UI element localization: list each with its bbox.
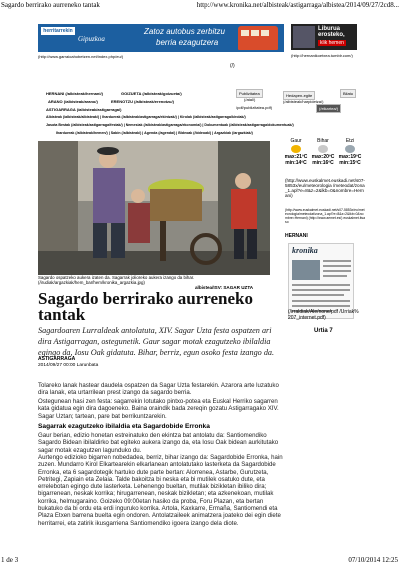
nav-subsection-row1[interactable]: Albisteak (/albisteak/albisteak/) | Iharduerak (/albisteak/astigarraga/ekintzak/) | Kirolak (/albisteak/astigarraga/kirolak/) xyxy=(46,115,246,119)
book-ad-line1: Liburua xyxy=(318,26,340,32)
advertising-link[interactable]: Publizitatea xyxy=(236,89,263,98)
print-footer xyxy=(0,556,400,566)
article-headline: Sagardo berrirako aurreneko tantak xyxy=(38,289,254,324)
book-cover-image xyxy=(293,26,315,48)
article-paragraph-2: Ostegunean hasi zen festa: sagarrekin lotutako pintxo-potea eta Euskal Herriko sagarren kata gidatua egin dira dagoeneko. Baina oraindik bada zereqin gozatu Astigarragako XIV. Sagar Uztan; tartean, pare bat berrikuntzarekin. xyxy=(38,398,279,420)
photo-credit: albistea/ISV: SAGAR UZTA xyxy=(195,285,254,290)
article-paragraph-4: Aurtengo edizioko bigarren nobedadea, berriz, bihar izango da: Sagardobide Erronka, hain zuzen. Mundarro Kirol Elkartearekin elkarlanean antolatutako lasterketa da Sagardobide Erronka, eta 6 sagardotegik hartuko dute parte bertan: Alorrenea, Astarbe, Gurutzeta, Petritegi, Zapiain eta Zelaia. Talde bakoitza bi neska eta bi mutilek osatuko dute, eta errelebotan egingo dute lasterketa. Lehenengo bueltan, mutilak bizikletan ibiliko dira; bigarrenean, neskak korrika; hirugarrenean, neskak bizikletan; eta azkenekoan, mutilak korrika, helmugaraino. Goizeko 09:00etan hasiko da proba, Foru Plazan, eta bertan bukatuko da bi ordu eta erdi inguruko korrika. Artola, Kaxkarre, Ermaña, Santiomendi eta Plaza Etxen barrena buelta egin ondoren. Antolatzaileek animatzera joateko dei egin diete herritarrei, eta zatirik ikusgarriena Santiomendiko igoera izango dela diote. xyxy=(38,454,283,527)
article-subhead: Sagardoaren Lurraldeak antolatuta, XIV. Sagar Uzta festa ospatzen ari dira Astigarragan, ostegunetik. Gaur sagar motak ezagutzeko ibilaldia egingo da, Iosu Oak gidatuta. Bihar, berriz, egun osoko festa izango da. xyxy=(38,326,275,357)
article-paragraph-3: Gaur berian, edizio honetan estreinatuko den ekintza bat antolatu da: Santiomendiko Sagardo Bidean ibilaldirko bat egiteko aukera izango da, eta Iosu Oak bidean aurkitutako sagar motak ezagutzen lagunduko du. xyxy=(38,432,279,454)
article-author: ASTIGARRAGA xyxy=(38,356,76,362)
weather-min: min:14ºC xyxy=(285,160,307,166)
article-photo xyxy=(38,141,270,275)
weather-min: min:16ºC xyxy=(312,160,334,166)
weather-source-links-2[interactable]: (http://www.euskalmet.euskadi.net/s07-5853x/eu/meteorologia/meteodat/zona_1.apl?e=8&z=2&lkb=0&nombre=Hernani) (http://www.aemet.es/) euskalmet.itsaso xyxy=(285,208,365,224)
weather-min: min:15ºC xyxy=(339,160,361,166)
newspaper-pdf-link[interactable]: (/irraldiak/Ale/none/pdf /Urriak%207_internet.pdf) xyxy=(288,309,359,321)
book-ad-cta: klik hemen xyxy=(320,40,344,46)
weather-max: max:19ºC xyxy=(338,154,362,160)
nav-subsection-row3[interactable]: Iharduerak (/albisteak/hemen/) | Sabin (/albisteak/) | Agenda (/agenda/) | Bideoak (/bideoak/) | Argazkiak (/argazkiak/) xyxy=(56,131,253,135)
weather-today xyxy=(283,138,309,166)
subscription-link[interactable]: (/albisteak/harpidetza/) xyxy=(283,99,324,104)
search-button[interactable]: Bilatu xyxy=(340,89,356,98)
weather-day-after xyxy=(337,138,363,166)
book-ad-url[interactable]: (http://hernanikoetxea.tumblr.com/) xyxy=(291,53,353,58)
transport-ad-banner[interactable] xyxy=(38,24,284,52)
print-header xyxy=(0,0,400,10)
cloud-sun-icon xyxy=(318,145,328,153)
weather-tomorrow xyxy=(310,138,336,166)
book-ad-line2: erosteko, xyxy=(318,32,345,38)
sun-icon xyxy=(291,145,301,153)
hedapena-link[interactable]: Hedapen-egite xyxy=(283,91,315,100)
cider-press-scene xyxy=(38,141,270,275)
ad-slogan-line1: Zatoz autobus zerbitzu xyxy=(144,27,225,36)
page-number: 1 de 3 xyxy=(1,556,19,564)
weather-max: max:20ºC xyxy=(311,154,335,160)
ad-url[interactable]: (http://www.garraioahobetzen.net/index.php/eu/) xyxy=(38,54,124,59)
nav-erenotzu[interactable]: ERENOTZU (/albisteak/erenotzu/) xyxy=(111,99,174,104)
nav-goizueta[interactable]: GOIZUETA (/albisteak/goizueta/) xyxy=(121,91,182,96)
newspaper-cover-photo xyxy=(292,260,320,280)
ad-slogan-line2: berria ezagutzera xyxy=(156,38,219,47)
gipuzkoa-brand: Gipuzkoa xyxy=(78,35,105,43)
newspaper-cover[interactable] xyxy=(288,243,354,319)
pdf-link[interactable]: /pdf/publizitatea.pdf) xyxy=(236,105,273,110)
association-button[interactable]: (/elkartea/) xyxy=(316,104,341,113)
weather-source-link[interactable]: (http://www.euskalmet.euskadi.net/s07-5853x/eu/meteorologia /meteodat/zona_1.apl?e=8&z=2&lkb=0&nombre=Hernani) xyxy=(285,178,365,198)
section-link[interactable]: (/atal/) xyxy=(244,97,256,102)
home-link[interactable]: (/) xyxy=(230,63,235,69)
article-date: 2014/09/27 00:00 Larunbata xyxy=(38,363,99,368)
cloud-icon xyxy=(345,145,355,153)
print-timestamp: 07/10/2014 12:25 xyxy=(348,556,398,564)
nav-hernani[interactable]: HERNANI (/albisteak/hernani/) xyxy=(46,91,103,96)
book-ad-banner[interactable] xyxy=(291,24,357,50)
photo-caption: Sagardo ospatzeko aukera izaten da. Sagarrak jolioreko aukera izango da bihar. (/irudiak/argazkiak/hem_bar/hem/kronika_argazkia.jpg) xyxy=(38,275,195,285)
print-url: http://www.kronika.net/albisteak/astigarraga/albistea/2014/09/27/2cd8... xyxy=(196,1,399,9)
article-paragraph-1: Tolareko lanak hastear daudela ospatzen da Sagar Uzta festarekin. Azarora arte luzatuko dira lanak, eta urtarrilean prest izango da sagardo berria. xyxy=(38,382,279,397)
print-title: Sagardo berrirako aurreneko tantak xyxy=(1,1,100,9)
newspaper-masthead: kronika xyxy=(292,246,318,255)
nav-subsection-row2[interactable]: Jasota Bestak (/albisteak/astigarraga/festak/) | Nemesiak (/albisteak/astigarraga/ekonomia/) | Dokumentuak (/albisteak/astigarraga/dokumentuak/) xyxy=(46,123,294,127)
weather-day-label: Bihar xyxy=(317,138,329,144)
weather-max: max:21ºC xyxy=(284,154,308,160)
article-subheading: Sagarrak ezagutzeko ibilaldia eta Sagardobide Erronka xyxy=(38,423,210,430)
nav-astigarraga[interactable]: ASTIGARRAGA (/albisteak/astigarraga/) xyxy=(46,107,122,112)
bus-icon xyxy=(238,26,278,50)
nav-arano[interactable]: ARANO (/albisteak/arano/) xyxy=(48,99,98,104)
weather-day-label: Etzi xyxy=(345,138,355,144)
herritarrekin-logo: herritarrekin xyxy=(41,27,75,35)
weather-day-label: Gaur xyxy=(290,138,302,144)
sidebar-section-hernani: HERNANI xyxy=(285,233,308,239)
newspaper-issue-label: Urtia 7 xyxy=(314,328,333,334)
